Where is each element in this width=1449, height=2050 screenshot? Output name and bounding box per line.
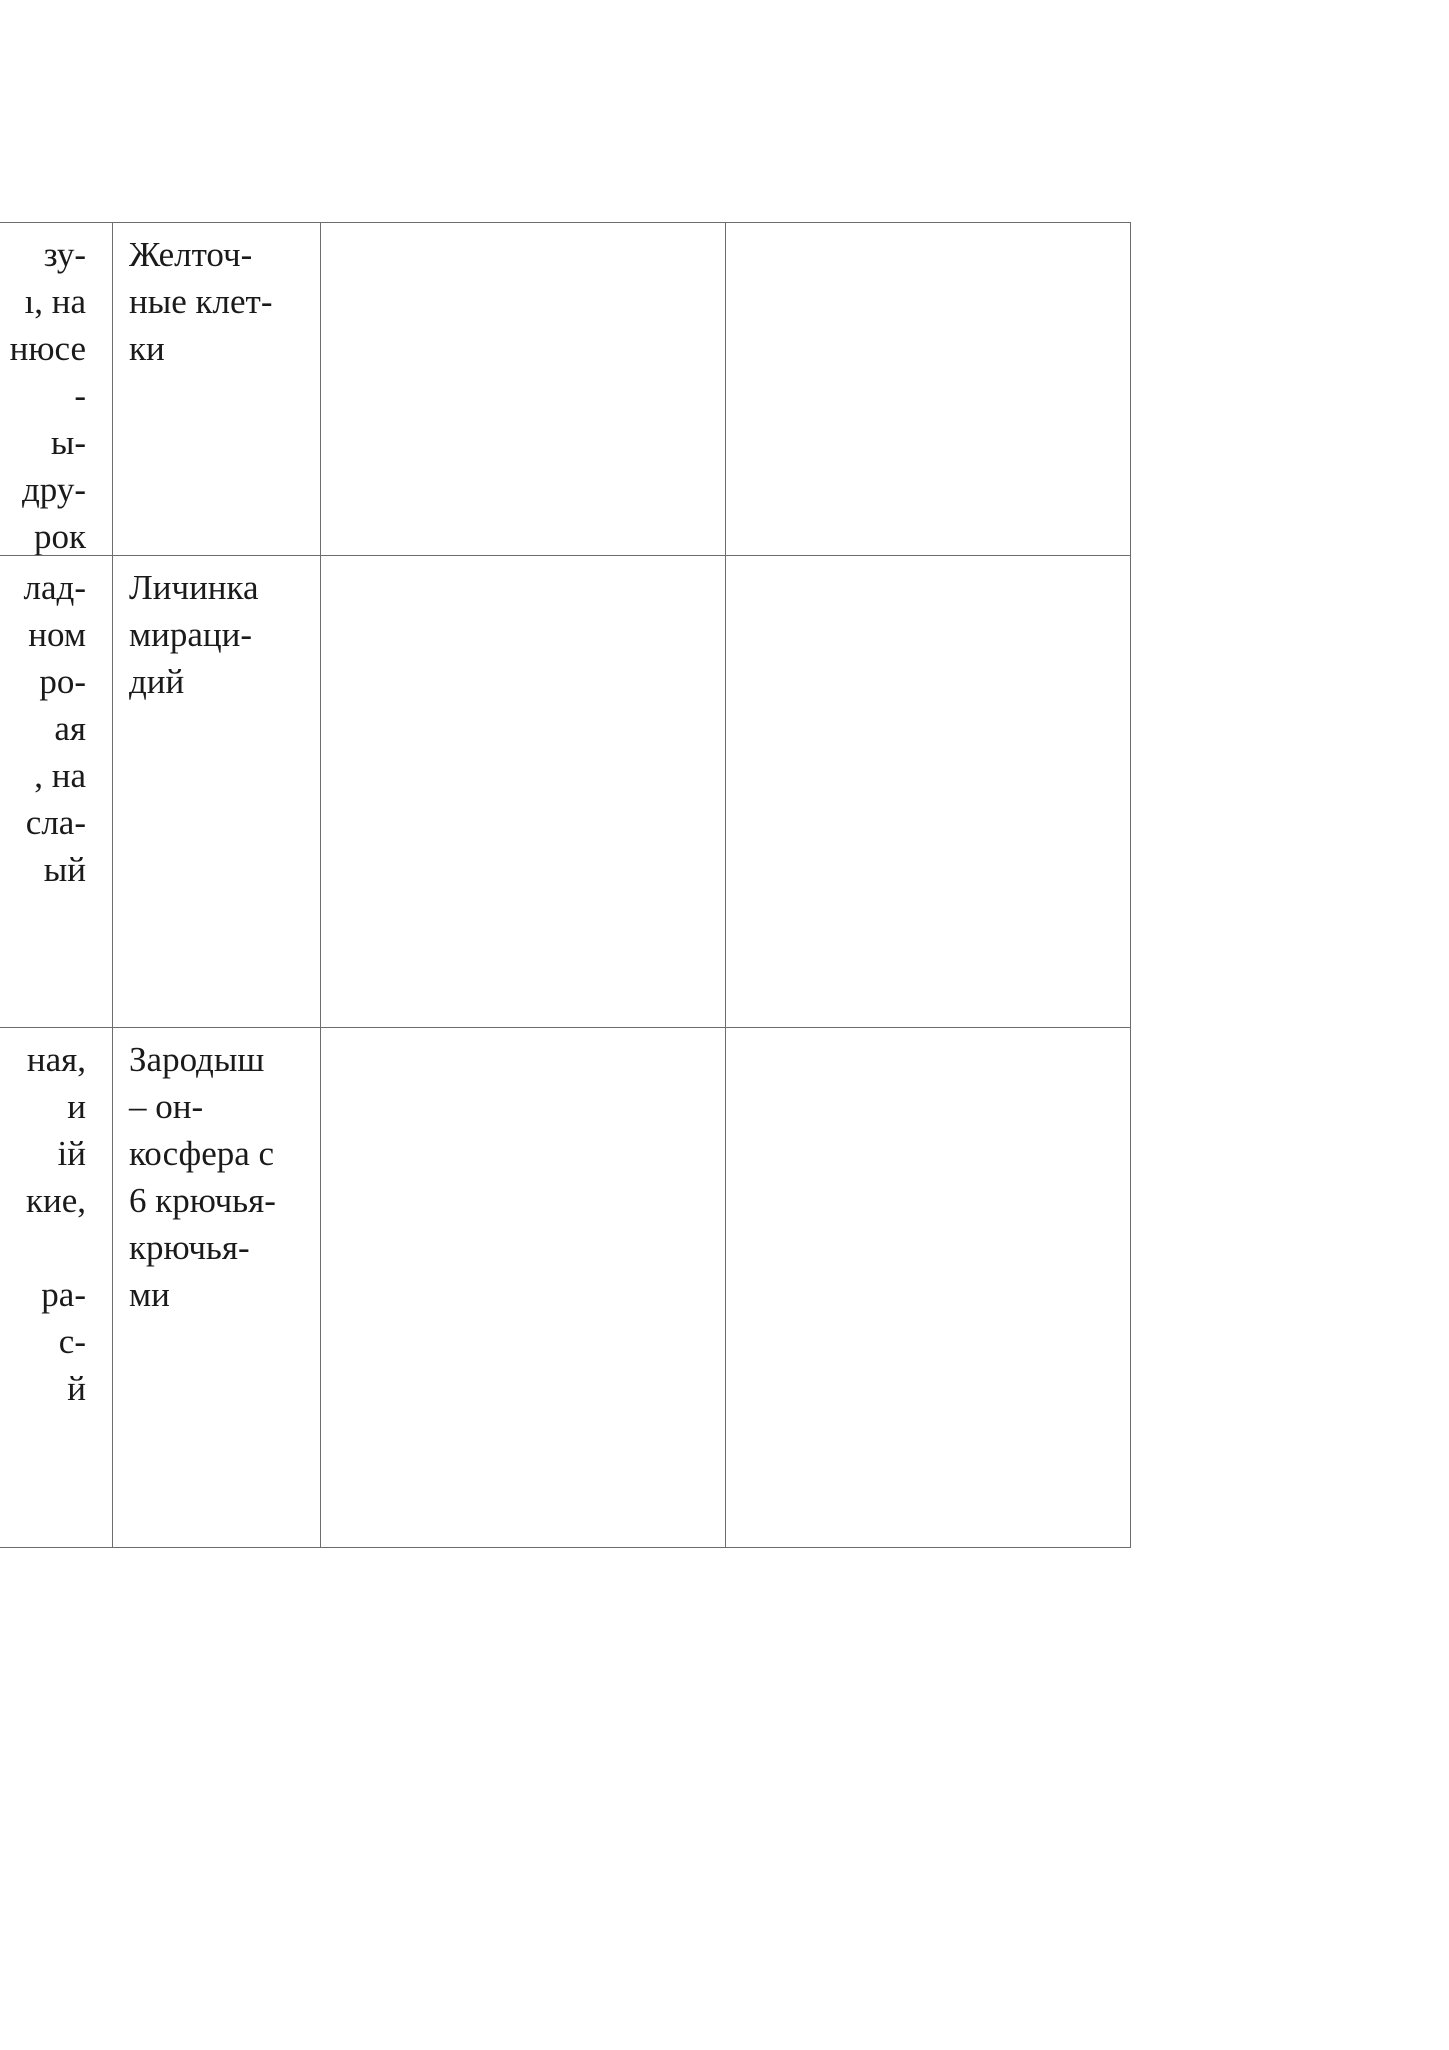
text-line: ми <box>129 1275 170 1314</box>
text-line: косфера с <box>129 1134 275 1173</box>
empty-cell <box>725 1028 1131 1547</box>
text-line: рок <box>33 517 86 555</box>
stage-cell <box>112 556 320 1027</box>
empty-cell <box>320 1028 725 1547</box>
text-line: нюсе <box>9 329 86 368</box>
text-line: дий <box>129 662 185 701</box>
table-row <box>0 1027 1131 1547</box>
text-line: Зародыш <box>129 1040 265 1079</box>
empty-cell <box>320 223 725 555</box>
text-line: ы- <box>50 423 86 462</box>
cell-text <box>26 1036 86 1412</box>
text-line: Личинка <box>129 568 259 607</box>
cell-text <box>129 1036 276 1318</box>
text-line: ая <box>54 709 86 748</box>
text-line: зу- <box>43 235 86 274</box>
text-line: ная, <box>26 1040 86 1079</box>
cell-text <box>129 231 273 372</box>
table-row <box>0 555 1131 1027</box>
text-line: ра- <box>41 1275 86 1314</box>
text-line: дру- <box>21 470 86 509</box>
text-line: с- <box>58 1322 86 1361</box>
text-line: ый <box>43 850 86 889</box>
truncated-left-cell <box>0 556 112 1027</box>
text-line: ı, на <box>24 282 86 321</box>
text-line: лад- <box>23 568 86 607</box>
data-table <box>0 222 1131 1548</box>
text-line: мираци- <box>129 615 253 654</box>
text-line: и <box>67 1087 86 1126</box>
text-line: й <box>67 1369 86 1408</box>
text-line: крючья- <box>129 1228 250 1267</box>
text-line: ном <box>28 615 86 654</box>
text-line: ные клет- <box>129 282 273 321</box>
cell-text <box>10 231 86 555</box>
truncated-left-cell <box>0 223 112 555</box>
text-line: – он- <box>129 1087 204 1126</box>
text-line: , на <box>34 756 86 795</box>
text-line: - <box>74 376 86 415</box>
table-row <box>0 223 1131 555</box>
text-line: ки <box>129 329 165 368</box>
cell-text <box>24 564 86 893</box>
text-line: сла- <box>25 803 86 842</box>
text-line: 6 крючья- <box>129 1181 276 1220</box>
text-line: кие, <box>25 1181 86 1220</box>
cell-text <box>129 564 259 705</box>
empty-cell <box>725 223 1131 555</box>
stage-cell <box>112 1028 320 1547</box>
truncated-left-cell <box>0 1028 112 1547</box>
empty-cell <box>320 556 725 1027</box>
empty-cell <box>725 556 1131 1027</box>
text-line: ро- <box>39 662 86 701</box>
stage-cell <box>112 223 320 555</box>
text-line: Желточ- <box>129 235 253 274</box>
text-line: ій <box>57 1134 86 1173</box>
text-line <box>26 1224 86 1271</box>
